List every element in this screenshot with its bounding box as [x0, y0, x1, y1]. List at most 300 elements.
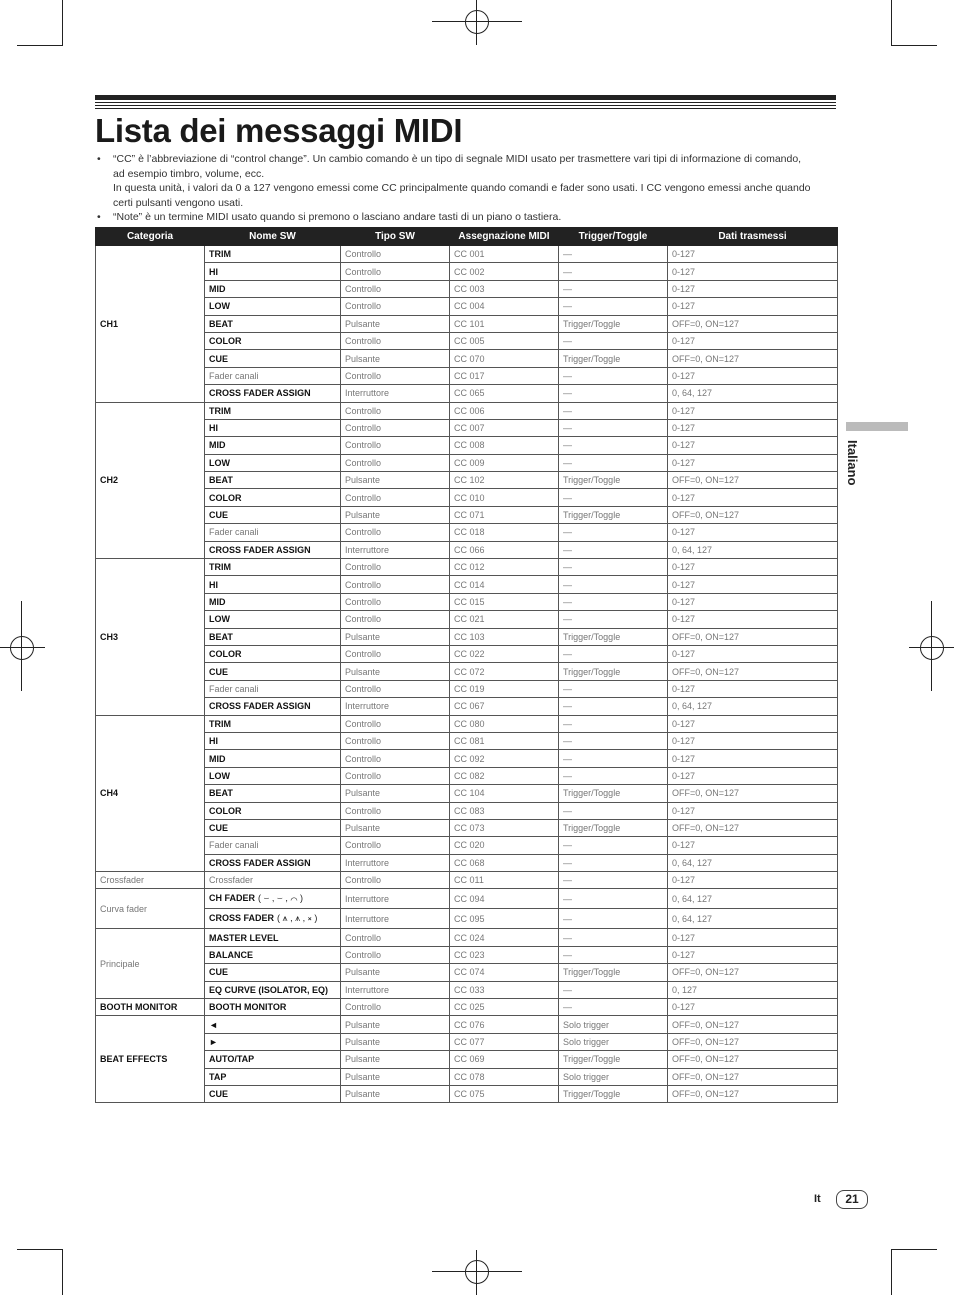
data-cell: OFF=0, ON=127 — [668, 964, 838, 981]
category-cell: Principale — [96, 929, 205, 999]
midi-assign-cell: CC 101 — [450, 315, 559, 332]
trigger-cell: — — [559, 332, 668, 349]
registration-mark — [920, 636, 944, 660]
trigger-cell: Trigger/Toggle — [559, 1085, 668, 1102]
midi-assign-cell: CC 009 — [450, 454, 559, 471]
trigger-cell: — — [559, 402, 668, 419]
sw-name-cell — [205, 819, 341, 836]
table-row — [96, 541, 838, 558]
sw-name-cell — [205, 1016, 341, 1033]
column-header: Categoria — [96, 228, 205, 246]
midi-assign-cell: CC 007 — [450, 419, 559, 436]
note-line — [95, 210, 815, 225]
sw-type-cell: Controllo — [341, 999, 450, 1016]
table-row — [96, 732, 838, 749]
data-cell: 0-127 — [668, 732, 838, 749]
sw-name: MASTER LEVEL — [209, 932, 279, 943]
crop-mark — [909, 647, 954, 648]
sw-name-cell — [205, 246, 341, 263]
trigger-cell: — — [559, 802, 668, 819]
sw-name: CUE — [209, 967, 229, 978]
sw-name-cell — [205, 909, 341, 929]
sw-name-cell — [205, 628, 341, 645]
sw-type-cell: Controllo — [341, 732, 450, 749]
data-cell: 0, 64, 127 — [668, 385, 838, 402]
sw-type-cell: Controllo — [341, 263, 450, 280]
sw-type-cell: Interruttore — [341, 698, 450, 715]
trigger-cell: Trigger/Toggle — [559, 964, 668, 981]
table-row — [96, 645, 838, 662]
data-cell: OFF=0, ON=127 — [668, 1033, 838, 1050]
table-row — [96, 385, 838, 402]
table-row — [96, 964, 838, 981]
crop-mark — [891, 1249, 937, 1250]
table-body — [96, 246, 838, 1103]
sw-type-cell: Pulsante — [341, 472, 450, 489]
sw-name: CUE — [209, 510, 229, 521]
trigger-cell: — — [559, 437, 668, 454]
sw-type-cell: Controllo — [341, 280, 450, 297]
trigger-cell: — — [559, 454, 668, 471]
table-row — [96, 437, 838, 454]
crop-mark — [476, 0, 477, 45]
sw-name: TRIM — [209, 249, 231, 260]
midi-assign-cell: CC 103 — [450, 628, 559, 645]
sw-name: CROSS FADER ASSIGN — [209, 388, 311, 399]
data-cell: 0-127 — [668, 402, 838, 419]
sw-name: LOW — [209, 614, 230, 625]
crop-mark — [62, 1250, 63, 1295]
sw-type-cell: Controllo — [341, 872, 450, 889]
sw-name-cell — [205, 350, 341, 367]
table-row — [96, 246, 838, 263]
table-row — [96, 837, 838, 854]
table-row — [96, 680, 838, 697]
table-row — [96, 315, 838, 332]
sw-type-cell: Controllo — [341, 402, 450, 419]
data-cell: OFF=0, ON=127 — [668, 1085, 838, 1102]
data-cell: OFF=0, ON=127 — [668, 819, 838, 836]
table-row — [96, 981, 838, 998]
sw-type-cell: Controllo — [341, 419, 450, 436]
sw-type-cell: Pulsante — [341, 819, 450, 836]
sw-name: CUE — [209, 353, 229, 364]
category-cell: Crossfader — [96, 872, 205, 889]
sw-name: HI — [209, 423, 218, 434]
sw-type-cell: Controllo — [341, 559, 450, 576]
midi-assign-cell: CC 033 — [450, 981, 559, 998]
data-cell: 0, 64, 127 — [668, 854, 838, 871]
midi-message-table — [95, 227, 838, 1103]
data-cell: 0-127 — [668, 611, 838, 628]
data-cell: OFF=0, ON=127 — [668, 785, 838, 802]
midi-assign-cell: CC 069 — [450, 1051, 559, 1068]
data-cell: OFF=0, ON=127 — [668, 506, 838, 523]
crop-mark — [62, 0, 63, 45]
registration-mark — [465, 1260, 489, 1284]
trigger-cell: Solo trigger — [559, 1033, 668, 1050]
midi-assign-cell: CC 023 — [450, 946, 559, 963]
sw-name-cell — [205, 402, 341, 419]
sw-type-cell: Controllo — [341, 802, 450, 819]
sw-type-cell: Controllo — [341, 750, 450, 767]
sw-type-cell: Controllo — [341, 437, 450, 454]
language-tab — [846, 422, 908, 431]
sw-name: ◄ — [209, 1019, 218, 1030]
table-row — [96, 593, 838, 610]
sw-name: MID — [209, 753, 226, 764]
sw-name: COLOR — [209, 336, 242, 347]
trigger-cell: — — [559, 946, 668, 963]
sw-type-cell: Controllo — [341, 767, 450, 784]
sw-name-cell — [205, 367, 341, 384]
sw-name: COLOR — [209, 805, 242, 816]
midi-assign-cell: CC 006 — [450, 402, 559, 419]
data-cell: 0-127 — [668, 593, 838, 610]
midi-assign-cell: CC 025 — [450, 999, 559, 1016]
sw-name: Fader canali — [209, 527, 259, 538]
midi-assign-cell: CC 072 — [450, 663, 559, 680]
sw-type-cell: Controllo — [341, 645, 450, 662]
table-row — [96, 628, 838, 645]
sw-name-cell — [205, 802, 341, 819]
table-row — [96, 332, 838, 349]
sw-name-cell — [205, 698, 341, 715]
note-text: In questa unità, i valori da 0 a 127 vengono emessi come CC principalmente quando comandi e fader sono usati. I CC vengono emessi anche quando certi pulsanti vengono usati. — [113, 182, 811, 209]
sw-name-cell — [205, 315, 341, 332]
sw-name: Crossfader — [209, 875, 254, 886]
trigger-cell: — — [559, 524, 668, 541]
sw-type-cell: Controllo — [341, 367, 450, 384]
table-row — [96, 611, 838, 628]
midi-assign-cell: CC 066 — [450, 541, 559, 558]
table-row — [96, 785, 838, 802]
sw-name: BEAT — [209, 318, 233, 329]
sw-type-cell: Interruttore — [341, 981, 450, 998]
sw-type-cell: Pulsante — [341, 350, 450, 367]
sw-name: CH FADER — [209, 893, 256, 904]
midi-assign-cell: CC 075 — [450, 1085, 559, 1102]
trigger-cell: — — [559, 999, 668, 1016]
midi-assign-cell: CC 024 — [450, 929, 559, 946]
sw-name: MID — [209, 283, 226, 294]
table-row — [96, 559, 838, 576]
sw-name-cell — [205, 999, 341, 1016]
sw-type-cell: Pulsante — [341, 964, 450, 981]
sw-name: AUTO/TAP — [209, 1054, 255, 1065]
sw-type-cell: Controllo — [341, 715, 450, 732]
crop-mark — [476, 1250, 477, 1295]
note-line — [95, 181, 815, 210]
sw-name-cell — [205, 263, 341, 280]
sw-name: BOOTH MONITOR — [209, 1002, 287, 1013]
table-row — [96, 576, 838, 593]
trigger-cell: — — [559, 385, 668, 402]
midi-assign-cell: CC 071 — [450, 506, 559, 523]
data-cell: 0, 64, 127 — [668, 889, 838, 909]
sw-name: MID — [209, 440, 226, 451]
data-cell: 0-127 — [668, 767, 838, 784]
trigger-cell: Trigger/Toggle — [559, 506, 668, 523]
sw-name: CUE — [209, 823, 229, 834]
midi-assign-cell: CC 022 — [450, 645, 559, 662]
table-row — [96, 1033, 838, 1050]
trigger-cell: — — [559, 559, 668, 576]
sw-name-cell — [205, 785, 341, 802]
trigger-cell: — — [559, 837, 668, 854]
midi-assign-cell: CC 004 — [450, 298, 559, 315]
trigger-cell: — — [559, 981, 668, 998]
table-row — [96, 419, 838, 436]
data-cell: 0-127 — [668, 280, 838, 297]
table-row — [96, 298, 838, 315]
language-label: Italiano — [845, 440, 860, 486]
sw-name-cell — [205, 872, 341, 889]
sw-name-cell — [205, 663, 341, 680]
sw-type-cell: Controllo — [341, 454, 450, 471]
category-cell: BEAT EFFECTS — [96, 1016, 205, 1103]
midi-assign-cell: CC 078 — [450, 1068, 559, 1085]
sw-name: TRIM — [209, 562, 231, 573]
data-cell: OFF=0, ON=127 — [668, 1051, 838, 1068]
midi-assign-cell: CC 019 — [450, 680, 559, 697]
sw-type-cell: Controllo — [341, 489, 450, 506]
sw-name-cell — [205, 280, 341, 297]
trigger-cell: — — [559, 929, 668, 946]
note-line — [95, 152, 815, 181]
trigger-cell: — — [559, 246, 668, 263]
sw-name-cell — [205, 611, 341, 628]
sw-type-cell: Pulsante — [341, 663, 450, 680]
sw-name-cell — [205, 1068, 341, 1085]
trigger-cell: — — [559, 263, 668, 280]
category-cell: CH1 — [96, 246, 205, 403]
sw-type-cell: Pulsante — [341, 1085, 450, 1102]
sw-name: BALANCE — [209, 950, 253, 961]
column-header: Dati trasmessi — [668, 228, 838, 246]
trigger-cell: — — [559, 419, 668, 436]
sw-type-cell: Pulsante — [341, 1033, 450, 1050]
sw-name: BEAT — [209, 788, 233, 799]
midi-assign-cell: CC 017 — [450, 367, 559, 384]
midi-assign-cell: CC 012 — [450, 559, 559, 576]
sw-name: HI — [209, 266, 218, 277]
table-row — [96, 819, 838, 836]
sw-type-cell: Interruttore — [341, 889, 450, 909]
midi-assign-cell: CC 082 — [450, 767, 559, 784]
sw-name-cell — [205, 715, 341, 732]
registration-mark — [10, 636, 34, 660]
sw-type-cell: Interruttore — [341, 385, 450, 402]
table-row — [96, 1016, 838, 1033]
fader-curve-icons: ( ⩚ , ⩚ , ⨯ ) — [277, 913, 318, 924]
data-cell: 0, 64, 127 — [668, 698, 838, 715]
sw-name-cell — [205, 732, 341, 749]
data-cell: OFF=0, ON=127 — [668, 1068, 838, 1085]
trigger-cell: — — [559, 715, 668, 732]
sw-name: CUE — [209, 666, 229, 677]
sw-name: BEAT — [209, 475, 233, 486]
trigger-cell: — — [559, 367, 668, 384]
sw-name-cell — [205, 929, 341, 946]
midi-assign-cell: CC 104 — [450, 785, 559, 802]
data-cell: 0-127 — [668, 750, 838, 767]
sw-name-cell — [205, 437, 341, 454]
crop-mark — [891, 1250, 892, 1295]
table-row — [96, 909, 838, 929]
midi-assign-cell: CC 010 — [450, 489, 559, 506]
trigger-cell: Trigger/Toggle — [559, 628, 668, 645]
data-cell: OFF=0, ON=127 — [668, 1016, 838, 1033]
trigger-cell: Solo trigger — [559, 1016, 668, 1033]
sw-type-cell: Pulsante — [341, 785, 450, 802]
midi-assign-cell: CC 092 — [450, 750, 559, 767]
trigger-cell: — — [559, 576, 668, 593]
category-cell: CH4 — [96, 715, 205, 872]
sw-name: CROSS FADER ASSIGN — [209, 857, 311, 868]
midi-assign-cell: CC 094 — [450, 889, 559, 909]
sw-name-cell — [205, 419, 341, 436]
data-cell: OFF=0, ON=127 — [668, 350, 838, 367]
trigger-cell: — — [559, 732, 668, 749]
data-cell: OFF=0, ON=127 — [668, 472, 838, 489]
trigger-cell: Trigger/Toggle — [559, 785, 668, 802]
category-cell: CH2 — [96, 402, 205, 559]
data-cell: 0, 127 — [668, 981, 838, 998]
table-row — [96, 1051, 838, 1068]
table-header-row — [96, 228, 838, 246]
sw-type-cell: Interruttore — [341, 854, 450, 871]
sw-name: CROSS FADER — [209, 913, 275, 924]
trigger-cell: Trigger/Toggle — [559, 315, 668, 332]
data-cell: 0-127 — [668, 246, 838, 263]
table-row — [96, 1085, 838, 1102]
data-cell: 0-127 — [668, 367, 838, 384]
data-cell: 0-127 — [668, 419, 838, 436]
sw-name: TRIM — [209, 405, 231, 416]
trigger-cell: — — [559, 698, 668, 715]
data-cell: 0-127 — [668, 872, 838, 889]
midi-assign-cell: CC 070 — [450, 350, 559, 367]
trigger-cell: — — [559, 593, 668, 610]
bullet: • — [97, 153, 101, 165]
page-number: 21 — [836, 1190, 868, 1209]
midi-assign-cell: CC 018 — [450, 524, 559, 541]
table-row — [96, 889, 838, 909]
table-row — [96, 999, 838, 1016]
sw-type-cell: Interruttore — [341, 909, 450, 929]
sw-name-cell — [205, 298, 341, 315]
sw-name-cell — [205, 680, 341, 697]
crop-mark — [891, 45, 937, 46]
trigger-cell: Trigger/Toggle — [559, 819, 668, 836]
crop-mark — [17, 45, 63, 46]
table-row — [96, 750, 838, 767]
data-cell: 0-127 — [668, 454, 838, 471]
crop-mark — [21, 601, 22, 691]
table-row — [96, 367, 838, 384]
midi-assign-cell: CC 080 — [450, 715, 559, 732]
table-row — [96, 946, 838, 963]
data-cell: 0-127 — [668, 559, 838, 576]
data-cell: 0-127 — [668, 837, 838, 854]
crop-mark — [17, 1249, 63, 1250]
column-header: Trigger/Toggle — [559, 228, 668, 246]
midi-assign-cell: CC 073 — [450, 819, 559, 836]
sw-name-cell — [205, 981, 341, 998]
midi-assign-cell: CC 015 — [450, 593, 559, 610]
midi-assign-cell: CC 102 — [450, 472, 559, 489]
fader-curve-icons: ( ⌣ , ⌣ , ⌒ ) — [258, 893, 303, 904]
trigger-cell: — — [559, 750, 668, 767]
data-cell: 0-127 — [668, 929, 838, 946]
midi-assign-cell: CC 014 — [450, 576, 559, 593]
sw-name-cell — [205, 332, 341, 349]
table-row — [96, 489, 838, 506]
sw-name-cell — [205, 593, 341, 610]
table-row — [96, 506, 838, 523]
table-row — [96, 454, 838, 471]
sw-name: BEAT — [209, 631, 233, 642]
data-cell: OFF=0, ON=127 — [668, 315, 838, 332]
midi-assign-cell: CC 011 — [450, 872, 559, 889]
sw-name-cell — [205, 454, 341, 471]
midi-assign-cell: CC 065 — [450, 385, 559, 402]
sw-name-cell — [205, 1051, 341, 1068]
sw-name-cell — [205, 385, 341, 402]
trigger-cell: — — [559, 489, 668, 506]
sw-type-cell: Controllo — [341, 298, 450, 315]
sw-type-cell: Pulsante — [341, 628, 450, 645]
crop-mark — [432, 1271, 522, 1272]
column-header: Tipo SW — [341, 228, 450, 246]
category-cell: CH3 — [96, 559, 205, 716]
trigger-cell: — — [559, 854, 668, 871]
sw-name-cell — [205, 489, 341, 506]
table-row — [96, 350, 838, 367]
trigger-cell: — — [559, 645, 668, 662]
bullet: • — [97, 211, 101, 223]
registration-mark — [465, 10, 489, 34]
intro-notes — [95, 152, 815, 225]
sw-type-cell: Controllo — [341, 837, 450, 854]
column-header: Assegnazione MIDI — [450, 228, 559, 246]
sw-name: COLOR — [209, 492, 242, 503]
sw-name: LOW — [209, 770, 230, 781]
sw-name-cell — [205, 889, 341, 909]
table-row — [96, 854, 838, 871]
sw-type-cell: Pulsante — [341, 1068, 450, 1085]
trigger-cell: Solo trigger — [559, 1068, 668, 1085]
data-cell: 0-127 — [668, 576, 838, 593]
sw-type-cell: Controllo — [341, 946, 450, 963]
table-row — [96, 663, 838, 680]
sw-name-cell — [205, 576, 341, 593]
midi-assign-cell: CC 074 — [450, 964, 559, 981]
sw-name: TAP — [209, 1071, 227, 1082]
sw-name-cell — [205, 964, 341, 981]
trigger-cell: — — [559, 280, 668, 297]
trigger-cell: — — [559, 767, 668, 784]
category-cell: Curva fader — [96, 889, 205, 929]
midi-assign-cell: CC 081 — [450, 732, 559, 749]
midi-assign-cell: CC 020 — [450, 837, 559, 854]
data-cell: 0, 64, 127 — [668, 541, 838, 558]
table-row — [96, 472, 838, 489]
sw-type-cell: Pulsante — [341, 1051, 450, 1068]
midi-assign-cell: CC 003 — [450, 280, 559, 297]
sw-name: LOW — [209, 301, 230, 312]
